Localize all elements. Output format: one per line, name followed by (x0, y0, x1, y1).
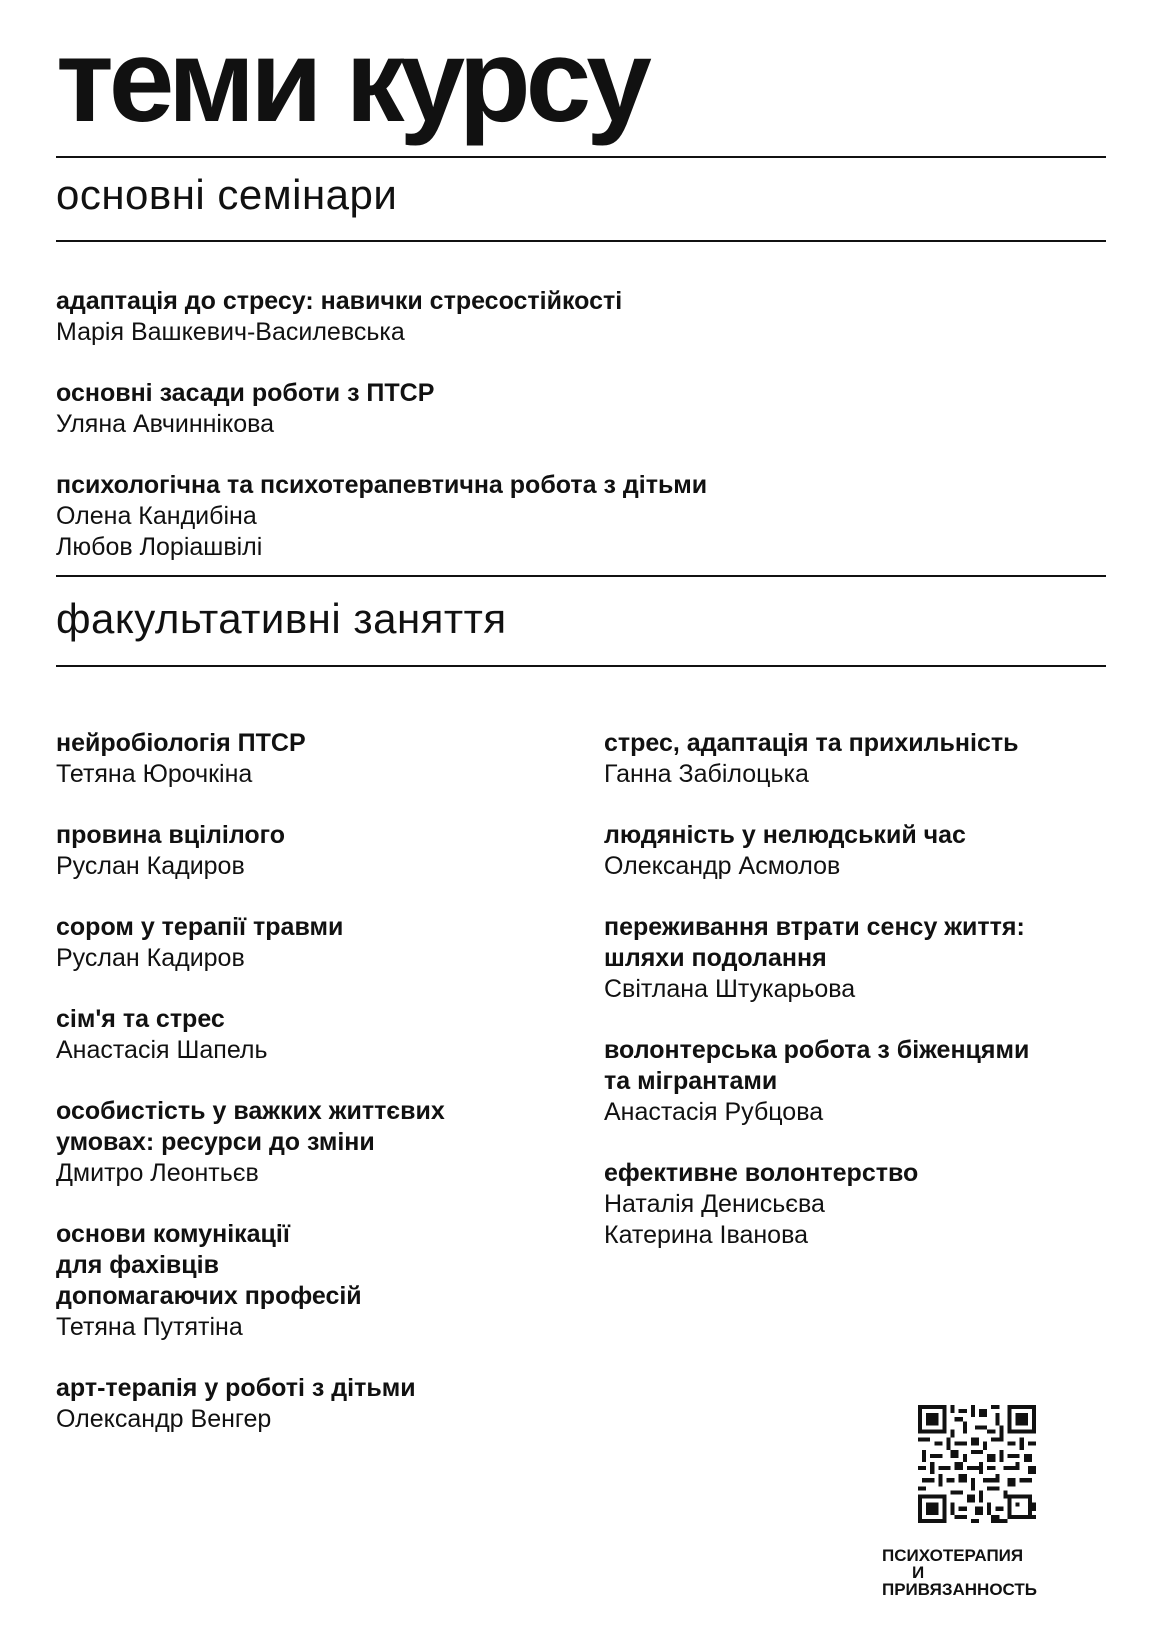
course-entry (604, 728, 1104, 790)
course-entry (56, 1373, 576, 1435)
brand-line: ПСИХОТЕРАПИЯ (882, 1546, 1024, 1565)
entry-title: особистість у важких життєвих умовах: ресурси до зміни (56, 1097, 445, 1156)
divider (56, 240, 1106, 242)
course-entry (56, 470, 956, 563)
entry-author: Олена Кандибіна (56, 502, 257, 530)
entry-title: адаптація до стресу: навички стресостійкості (56, 287, 623, 315)
entry-author: Анастасія Рубцова (604, 1098, 824, 1126)
entry-title: нейробіологія ПТСР (56, 729, 306, 757)
entry-author: Тетяна Юрочкіна (56, 760, 253, 788)
entry-author: Уляна Авчиннікова (56, 410, 275, 438)
divider (56, 156, 1106, 158)
course-entry (56, 378, 956, 440)
page-title: теми курсу (56, 15, 647, 147)
entry-author: Олександр Асмолов (604, 852, 841, 880)
course-entry (56, 912, 576, 974)
course-entry (604, 1035, 1104, 1128)
main-seminars-list (56, 286, 956, 593)
entry-title: основи комунікації для фахівців допомагаючих професій (56, 1220, 362, 1310)
entry-author: Катерина Іванова (604, 1221, 808, 1249)
course-entry (56, 286, 956, 348)
electives-right-column (604, 728, 1104, 1281)
entry-author: Ганна Забілоцька (604, 760, 809, 788)
brand-line: И (912, 1563, 925, 1582)
entry-author: Олександр Венгер (56, 1405, 272, 1433)
page (56, 0, 1106, 1636)
entry-title: провина вцілілого (56, 821, 286, 849)
course-entry (56, 728, 576, 790)
entry-title: основні засади роботи з ПТСР (56, 379, 435, 407)
qr-code-icon[interactable] (918, 1405, 1036, 1523)
brand-line: ПРИВЯЗАННОСТЬ (882, 1580, 1038, 1599)
course-entry (604, 820, 1104, 882)
entry-author: Анастасія Шапель (56, 1036, 268, 1064)
entry-author: Тетяна Путятіна (56, 1313, 243, 1341)
divider (56, 665, 1106, 667)
course-entry (56, 1004, 576, 1066)
brand-logo (882, 1547, 1072, 1598)
course-entry (604, 1158, 1104, 1251)
entry-title: волонтерська робота з біженцями та мігрантами (604, 1036, 1030, 1095)
elective-section-heading: факультативні заняття (56, 595, 507, 642)
course-entry (56, 1096, 576, 1189)
entry-author: Руслан Кадиров (56, 944, 245, 972)
entry-author: Світлана Штукарьова (604, 975, 856, 1003)
main-section-heading: основні семінари (56, 171, 398, 218)
entry-title: переживання втрати сенсу життя: шляхи подолання (604, 913, 1025, 972)
entry-title: людяність у нелюдський час (604, 821, 966, 849)
entry-author: Любов Лоріашвілі (56, 533, 263, 561)
entry-title: арт-терапія у роботі з дітьми (56, 1374, 416, 1402)
entry-title: сім'я та стрес (56, 1005, 225, 1033)
entry-title: ефективне волонтерство (604, 1159, 919, 1187)
entry-author: Дмитро Леонтьєв (56, 1159, 259, 1187)
entry-author: Марія Вашкевич-Василевська (56, 318, 405, 346)
course-entry (604, 912, 1104, 1005)
electives-left-column (56, 728, 576, 1465)
entry-title: психологічна та психотерапевтична робота з дітьми (56, 471, 708, 499)
entry-author: Наталія Денисьєва (604, 1190, 825, 1218)
entry-title: сором у терапії травми (56, 913, 344, 941)
divider (56, 575, 1106, 577)
entry-author: Руслан Кадиров (56, 852, 245, 880)
course-entry (56, 820, 576, 882)
course-entry (56, 1219, 576, 1343)
entry-title: стрес, адаптація та прихильність (604, 729, 1019, 757)
